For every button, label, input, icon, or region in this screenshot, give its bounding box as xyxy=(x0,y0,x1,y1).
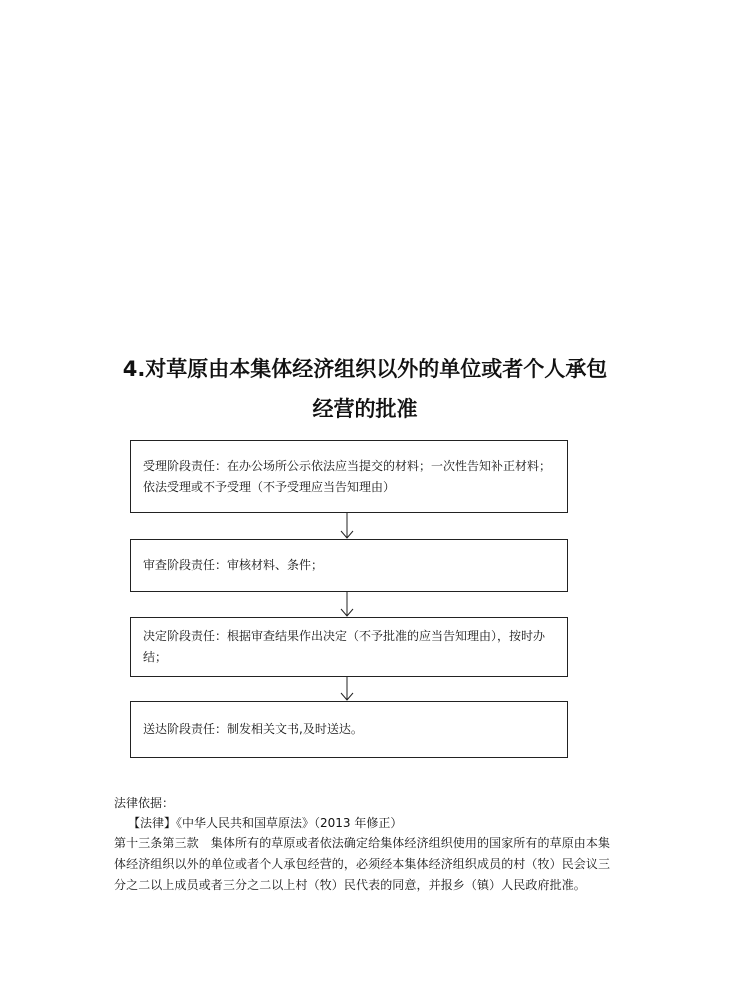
legal-basis-article: 第十三条第三款 集体所有的草原或者依法确定给集体经济组织使用的国家所有的草原由本集体经济组织以外的单位或者个人承包经营的，必须经本集体经济组织成员的村（牧）民会议三分之二以上成员或者三分之二以上村（牧）民代表的同意，并报乡（镇）人民政府批准。 xyxy=(114,836,611,892)
legal-basis-heading: 法律依据： xyxy=(114,796,175,810)
flow-step-delivery xyxy=(130,701,568,758)
flow-step-review-text: 审查阶段责任：审核材料、条件； xyxy=(143,558,324,572)
page-title-line-2: 经营的批准 xyxy=(312,397,418,421)
flow-arrow-down-icon xyxy=(340,513,354,539)
flow-step-delivery-text: 送达阶段责任：制发相关文书,及时送达。 xyxy=(143,722,363,736)
flow-arrow-down-icon xyxy=(340,677,354,701)
flow-step-acceptance xyxy=(130,440,568,513)
legal-basis-source: 【法律】《中华人民共和国草原法》（2013 年修正） xyxy=(128,816,403,830)
flow-step-review xyxy=(130,539,568,592)
flow-step-decision xyxy=(130,617,568,677)
flow-arrow-down-icon xyxy=(340,592,354,617)
page-title-line-1: 4.对草原由本集体经济组织以外的单位或者个人承包 xyxy=(122,357,608,381)
flow-step-decision-text: 决定阶段责任：根据审查结果作出决定（不予批准的应当告知理由），按时办结； xyxy=(143,629,546,664)
flow-step-acceptance-text: 受理阶段责任：在办公场所公示依法应当提交的材料；一次性告知补正材料；依法受理或不予受理（不予受理应当告知理由） xyxy=(143,458,552,494)
